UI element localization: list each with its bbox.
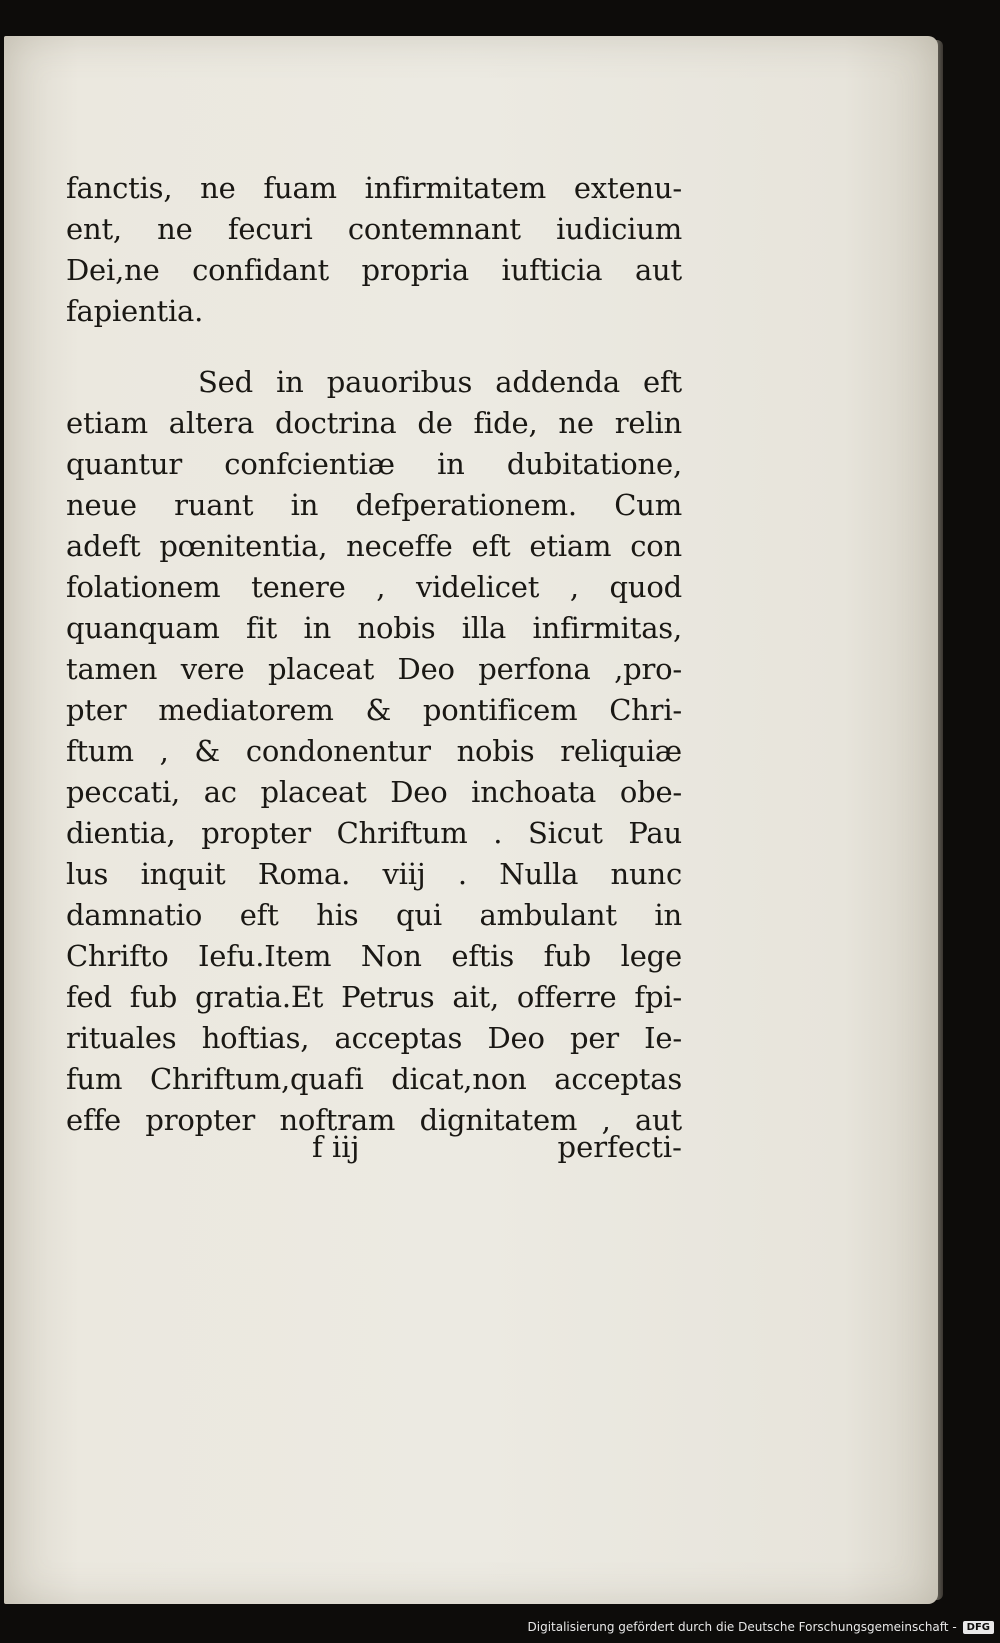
text-line: neue ruant in defperationem. Cum: [66, 488, 682, 522]
page-footer: [66, 1130, 682, 1171]
text-line: quanquam fit in nobis illa infirmitas,: [66, 611, 682, 645]
text-line: adeft pœnitentia, neceffe eft etiam con: [66, 529, 682, 563]
text-line: Sed in pauoribus addenda eft: [198, 365, 682, 399]
text-line: quantur confcientiæ in dubitatione,: [66, 447, 682, 481]
text-line: etiam altera doctrina de fide, ne relin: [66, 406, 682, 440]
text-line: dientia, propter Chriftum . Sicut Pau: [66, 816, 682, 850]
catchword: perfecti-: [557, 1130, 682, 1164]
dfg-logo-icon: DFG: [963, 1621, 994, 1634]
text-line: peccati, ac placeat Deo inchoata obe-: [66, 775, 682, 809]
text-line: Chrifto Iefu.Item Non eftis fub lege: [66, 939, 682, 973]
text-line: ftum , & condonentur nobis reliquiæ: [66, 734, 682, 768]
text-line: rituales hoftias, acceptas Deo per Ie-: [66, 1021, 682, 1055]
text-line: Dei,ne confidant propria iufticia aut: [66, 253, 682, 287]
text-line: lus inquit Roma. viij . Nulla nunc: [66, 857, 682, 891]
text-line: damnatio eft his qui ambulant in: [66, 898, 682, 932]
page-text: [66, 168, 682, 1141]
credit-text: Digitalisierung gefördert durch die Deutsche Forschungsgemeinschaft -: [527, 1620, 957, 1634]
digitization-credit: [528, 1617, 995, 1637]
text-line: ent, ne fecuri contemnant iudicium: [66, 212, 682, 246]
text-line: tamen vere placeat Deo perfona ,pro-: [66, 652, 682, 686]
text-line: folationem tenere , videlicet , quod: [66, 570, 682, 604]
text-line: fum Chriftum,quafi dicat,non acceptas: [66, 1062, 682, 1096]
text-line: pter mediatorem & pontificem Chri-: [66, 693, 682, 727]
text-line: fed fub gratia.Et Petrus ait, offerre fpi-: [66, 980, 682, 1014]
paragraph-gap: [66, 332, 682, 362]
text-line: fapientia.: [66, 294, 204, 328]
signature-mark: f iij: [312, 1130, 360, 1164]
text-line: fanctis, ne fuam infirmitatem extenu-: [66, 171, 682, 205]
text-line: effe propter noftram dignitatem , aut: [66, 1103, 682, 1137]
